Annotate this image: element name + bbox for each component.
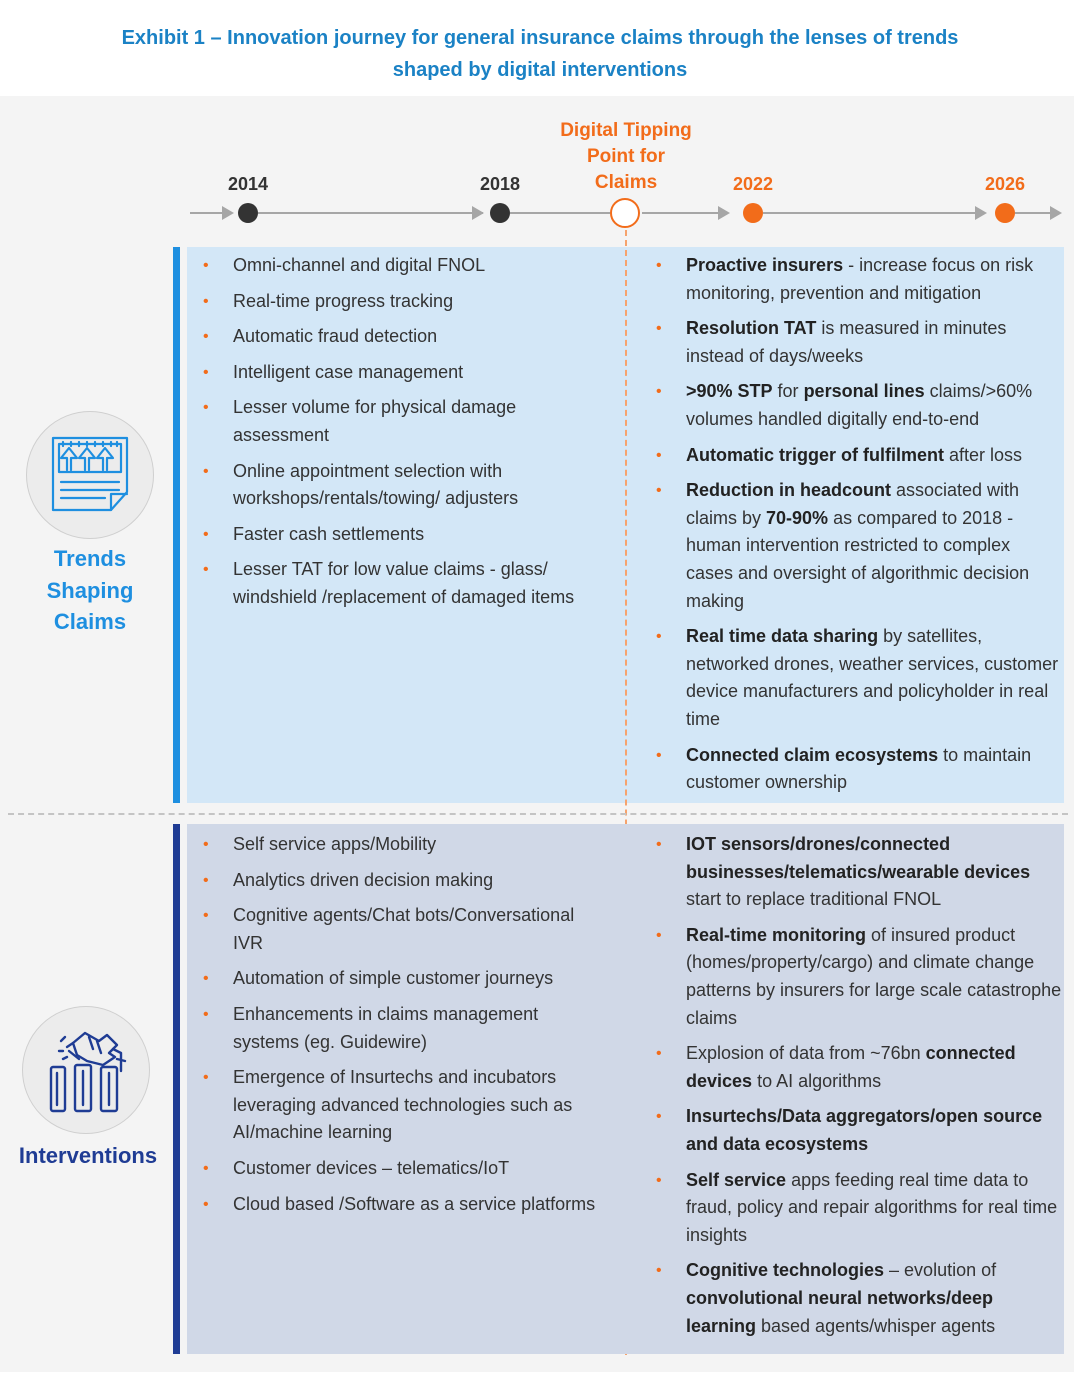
bullet-text: after loss — [944, 444, 1023, 465]
bullet-bold-text: Proactive insurers — [686, 255, 844, 275]
interventions-post-tipping-list — [640, 831, 1065, 1340]
bullet-item — [187, 1155, 607, 1183]
trends-post-tipping-list — [640, 252, 1060, 797]
trends-label-line: Shaping — [46, 577, 134, 603]
bullet-item — [187, 394, 607, 449]
bullet-item — [187, 458, 607, 513]
bullet-text: Emergence of Insurtechs and incubators leveraging advanced technologies such as AI/machine learning — [233, 1067, 573, 1143]
bullet-item — [187, 288, 607, 316]
bullet-bold-text: 70-90% — [766, 507, 829, 528]
year-label-2026: 2026 — [984, 174, 1026, 194]
document-upload-arrows-icon — [27, 412, 155, 540]
row-divider — [8, 813, 1068, 815]
bullet-item — [187, 252, 607, 280]
bullet-text: Customer devices – telematics/IoT — [233, 1157, 510, 1178]
bullet-item — [640, 252, 1060, 307]
tipping-point-line: Digital Tipping — [560, 120, 692, 141]
bullet-item — [187, 965, 607, 993]
timeline-dot-2026 — [995, 203, 1015, 223]
trends-label — [20, 543, 160, 638]
exhibit-title — [0, 22, 1080, 86]
bullet-bold-text: personal lines — [803, 381, 925, 402]
interventions-label — [8, 1140, 168, 1172]
timeline-segment — [1015, 212, 1050, 214]
bullet-text: by satellites, networked drones, weather services, customer device manufacturers and policyholder in real time — [686, 626, 1059, 729]
bullet-text: Real-time progress tracking — [233, 290, 454, 311]
timeline-dot-2018 — [490, 203, 510, 223]
bullet-bold-text: convolutional neural networks/deep learning — [686, 1287, 994, 1336]
arrow-right-icon — [718, 206, 730, 220]
title-line-2: shaped by digital interventions — [392, 59, 688, 81]
bullet-bold-text: Real time data sharing — [686, 626, 879, 647]
bullet-text: is measured in minutes instead of days/weeks — [686, 318, 1007, 366]
bullet-item — [640, 477, 1060, 615]
interventions-accent-bar — [173, 824, 180, 1354]
hand-tools-icon — [23, 1007, 151, 1135]
title-line-1: Exhibit 1 – Innovation journey for general insurance claims through the lenses of trends — [121, 27, 959, 49]
timeline-segment — [763, 212, 985, 214]
arrow-right-icon — [1050, 206, 1062, 220]
timeline-dot-2022 — [743, 203, 763, 223]
bullet-text: claims/>60% volumes handled digitally end-to-end — [686, 381, 1033, 429]
bullet-item — [640, 315, 1060, 370]
bullet-bold-text: IOT sensors/drones/connected businesses/telematics/wearable devices — [686, 834, 1031, 882]
arrow-right-icon — [975, 206, 987, 220]
interventions-label-line: Interventions — [18, 1143, 158, 1168]
bullet-text: Lesser TAT for low value claims - glass/ windshield /replacement of damaged items — [233, 559, 575, 607]
arrow-right-icon — [472, 206, 484, 220]
bullet-text: Lesser volume for physical damage assessment — [233, 397, 517, 445]
year-label-2014: 2014 — [227, 174, 269, 194]
bullet-bold-text: Connected claim ecosystems — [686, 744, 939, 765]
bullet-text: associated with claims by — [686, 480, 1020, 528]
bullet-text: Analytics driven decision making — [233, 869, 494, 890]
bullet-text: Self service apps/Mobility — [233, 834, 437, 854]
bullet-text: Cloud based /Software as a service platforms — [233, 1193, 596, 1214]
bullet-text: Explosion of data from ~76bn — [686, 1043, 926, 1064]
bullet-item — [640, 1167, 1065, 1250]
tipping-point-line: Point for — [586, 146, 666, 167]
bullet-bold-text: Resolution TAT — [686, 318, 817, 339]
bullet-item — [187, 521, 607, 549]
bullet-bold-text: Insurtechs/Data aggregators/open source and data ecosystems — [686, 1106, 1043, 1154]
bullet-item — [187, 1191, 607, 1219]
trends-label-line: Claims — [53, 609, 127, 634]
bullet-item — [640, 922, 1065, 1032]
year-label-2018: 2018 — [479, 174, 521, 194]
bullet-text: Enhancements in claims management systems (eg. Guidewire) — [233, 1003, 539, 1052]
bullet-text: to maintain customer ownership — [686, 744, 1032, 793]
timeline-segment — [642, 212, 722, 214]
arrow-right-icon — [222, 206, 234, 220]
bullet-text: - increase focus on risk monitoring, prevention and mitigation — [686, 255, 1034, 303]
bullet-text: as compared to 2018 - human intervention restricted to complex cases and oversight of algorithmic decision making — [686, 507, 1030, 611]
bullet-item — [640, 623, 1060, 733]
bullet-bold-text: Real-time monitoring — [686, 924, 867, 945]
trends-accent-bar — [173, 247, 180, 803]
year-label-2022: 2022 — [732, 174, 774, 194]
bullet-item — [187, 1001, 607, 1056]
bullet-item — [640, 1257, 1065, 1340]
bullet-item — [640, 1040, 1065, 1095]
bullet-bold-text: >90% STP — [686, 381, 773, 402]
bullet-text: Intelligent case management — [233, 361, 464, 382]
trends-label-line: Trends — [53, 546, 127, 571]
bullet-text: apps feeding real time data to fraud, policy and repair algorithms for real time insights — [686, 1169, 1058, 1245]
timeline-segment — [510, 212, 610, 214]
bullet-bold-text: Automatic trigger of fulfilment — [686, 444, 944, 465]
bullet-bold-text: connected devices — [686, 1043, 1016, 1091]
bullet-item — [187, 902, 607, 957]
bullet-item — [187, 556, 607, 611]
bullet-item — [640, 378, 1060, 433]
bullet-bold-text: Self service — [686, 1169, 787, 1190]
timeline-dot-2014 — [238, 203, 258, 223]
timeline-dot-tipping-point — [610, 198, 640, 228]
bullet-text: start to replace traditional FNOL — [686, 889, 942, 910]
bullet-text: – evolution of — [884, 1260, 997, 1281]
bullet-item — [187, 1064, 607, 1147]
bullet-item — [640, 442, 1060, 470]
tipping-point-line: Claims — [594, 172, 658, 193]
bullet-text: Automation of simple customer journeys — [233, 968, 554, 989]
bullet-text: Online appointment selection with workshops/rentals/towing/ adjusters — [233, 460, 519, 509]
interventions-pre-tipping-list — [187, 831, 607, 1218]
bullet-item — [187, 831, 607, 859]
trends-icon-circle — [26, 411, 154, 539]
bullet-item — [640, 742, 1060, 797]
bullet-text: Omni-channel and digital FNOL — [233, 255, 486, 275]
bullet-item — [187, 359, 607, 387]
bullet-text: Faster cash settlements — [233, 523, 425, 544]
bullet-text: of insured product (homes/property/cargo) and climate change patterns by insurers for large scale catastrophe claims — [686, 924, 1062, 1028]
bullet-text: based agents/whisper agents — [756, 1315, 996, 1336]
bullet-text: Automatic fraud detection — [233, 326, 438, 347]
bullet-text: Cognitive agents/Chat bots/Conversational IVR — [233, 905, 575, 953]
bullet-item — [187, 867, 607, 895]
interventions-icon-circle — [22, 1006, 150, 1134]
tipping-point-label — [540, 118, 712, 196]
trends-pre-tipping-list — [187, 252, 607, 612]
bullet-text: to AI algorithms — [752, 1070, 882, 1091]
bullet-item — [187, 323, 607, 351]
bullet-text: for — [772, 381, 804, 402]
bullet-bold-text: Cognitive technologies — [686, 1260, 885, 1281]
bullet-bold-text: Reduction in headcount — [686, 480, 891, 501]
bullet-item — [640, 1103, 1065, 1158]
timeline-segment — [258, 212, 483, 214]
bullet-item — [640, 831, 1065, 914]
